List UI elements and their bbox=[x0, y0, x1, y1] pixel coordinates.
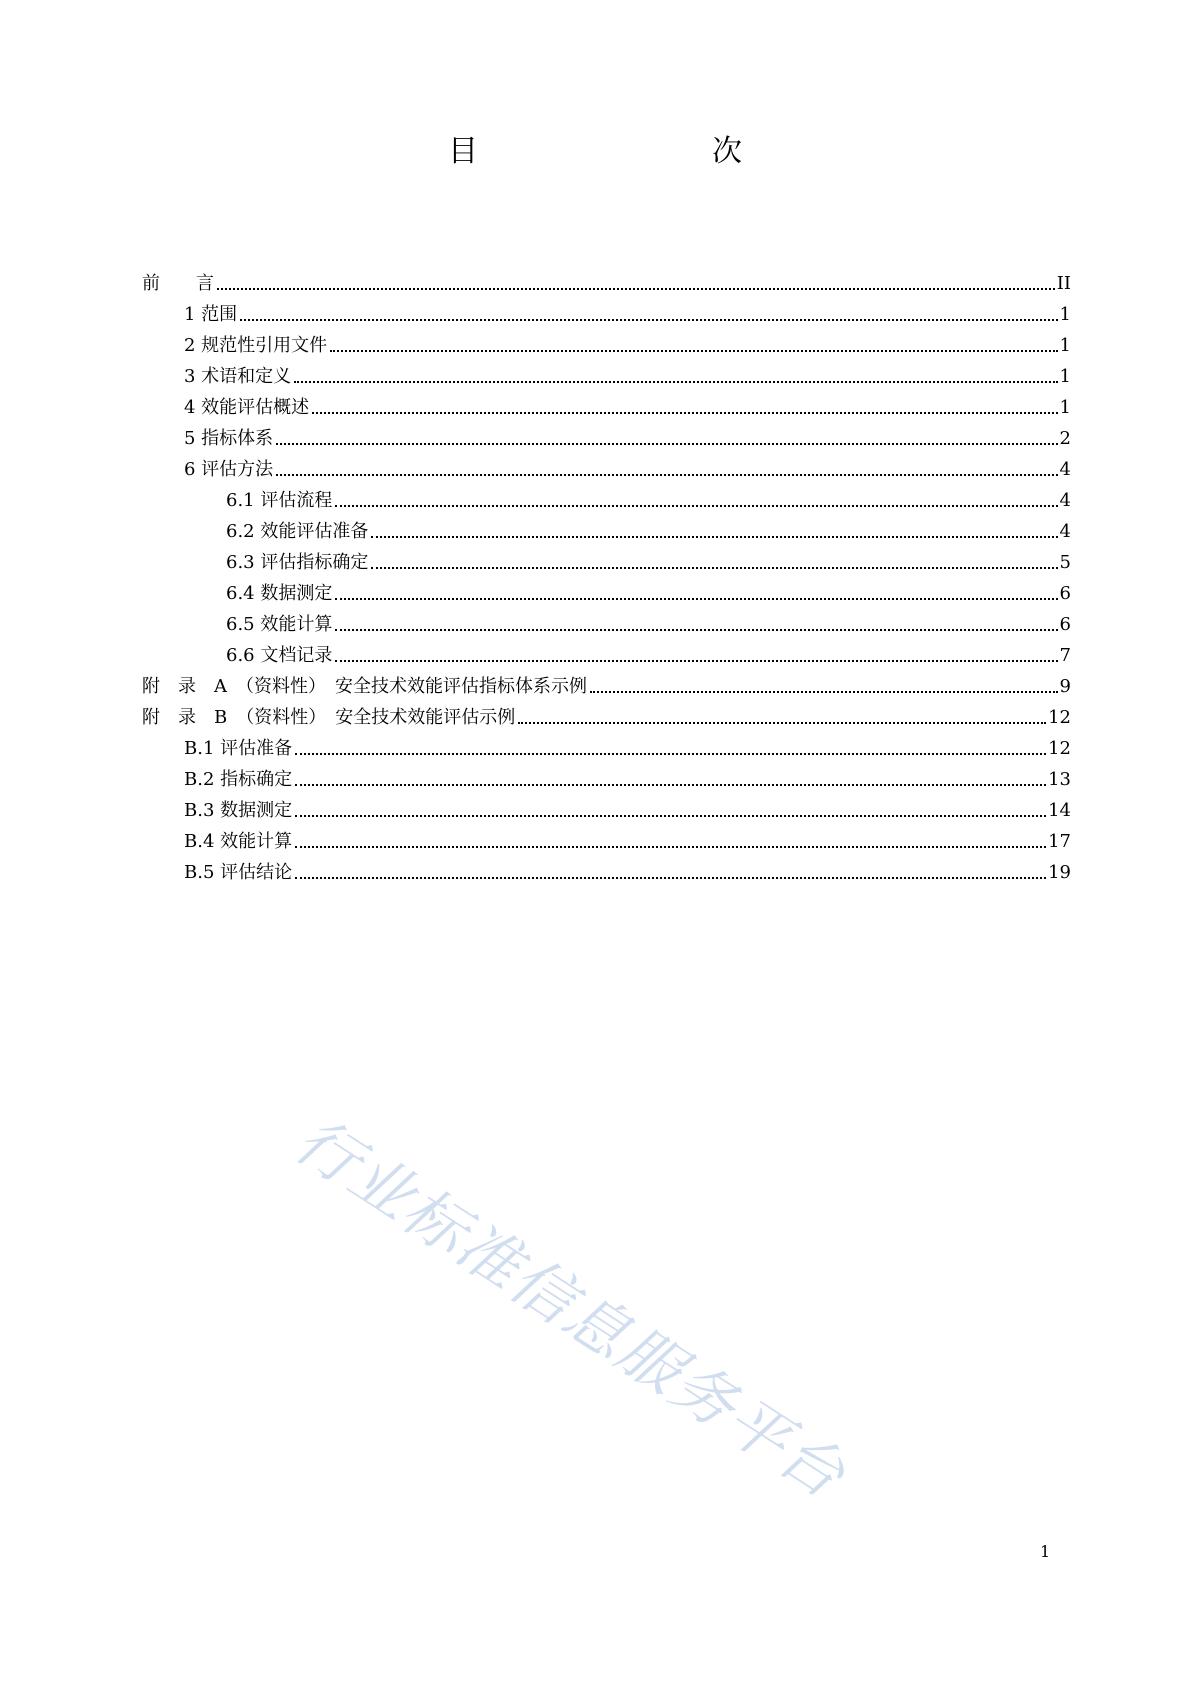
toc-entry-page: 1 bbox=[1059, 304, 1071, 325]
toc-entry-label: 3 术语和定义 bbox=[184, 366, 292, 387]
toc-entry-6-3[interactable] bbox=[226, 551, 1071, 575]
toc-leader-dots bbox=[335, 629, 1057, 631]
toc-entry-label: 前 言 bbox=[142, 273, 214, 294]
toc-leader-dots bbox=[590, 691, 1058, 693]
toc-leader-dots bbox=[295, 753, 1046, 755]
toc-entry-b-3[interactable] bbox=[184, 799, 1071, 823]
toc-entry-label: 6.1 评估流程 bbox=[226, 490, 333, 511]
toc-leader-dots bbox=[312, 412, 1057, 414]
toc-leader-dots bbox=[330, 350, 1057, 352]
toc-leader-dots bbox=[371, 567, 1057, 569]
toc-entry-foreword[interactable] bbox=[142, 272, 1071, 296]
toc-entry-label: 附 录 B （资料性） 安全技术效能评估示例 bbox=[142, 707, 516, 728]
toc-entry-label: 6 评估方法 bbox=[184, 459, 274, 480]
toc-entry-6-5[interactable] bbox=[226, 613, 1071, 637]
toc-entry-label: 6.4 数据测定 bbox=[226, 583, 333, 604]
toc-entry-page: 6 bbox=[1059, 614, 1071, 635]
toc-entry-page: 7 bbox=[1059, 645, 1071, 666]
toc-entry-page: 4 bbox=[1059, 459, 1071, 480]
toc-entry-label: 6.3 评估指标确定 bbox=[226, 552, 369, 573]
toc-entry-page: 5 bbox=[1059, 552, 1071, 573]
toc-leader-dots bbox=[294, 381, 1057, 383]
toc-entry-6-6[interactable] bbox=[226, 644, 1071, 668]
toc-leader-dots bbox=[335, 598, 1057, 600]
toc-leader-dots bbox=[276, 443, 1057, 445]
toc-entry-label: 附 录 A （资料性） 安全技术效能评估指标体系示例 bbox=[142, 676, 587, 697]
toc-entry-page: 1 bbox=[1059, 366, 1071, 387]
toc-leader-dots bbox=[335, 505, 1057, 507]
toc-entry-page: 14 bbox=[1048, 800, 1071, 821]
toc-leader-dots bbox=[295, 877, 1046, 879]
toc-entry-1[interactable] bbox=[184, 303, 1071, 327]
toc-entry-6-1[interactable] bbox=[226, 489, 1071, 513]
toc-entry-2[interactable] bbox=[184, 334, 1071, 358]
toc-entry-page: 19 bbox=[1048, 862, 1071, 883]
toc-entry-b-4[interactable] bbox=[184, 830, 1071, 854]
toc-entry-page: II bbox=[1056, 273, 1071, 294]
toc-entry-label: B.5 评估结论 bbox=[184, 862, 293, 883]
toc-leader-dots bbox=[295, 784, 1046, 786]
toc-entry-page: 1 bbox=[1059, 335, 1071, 356]
toc-entry-b-2[interactable] bbox=[184, 768, 1071, 792]
toc-leader-dots bbox=[276, 474, 1057, 476]
toc-entry-label: 5 指标体系 bbox=[184, 428, 274, 449]
toc-entry-3[interactable] bbox=[184, 365, 1071, 389]
toc-entry-page: 4 bbox=[1059, 521, 1071, 542]
toc-leader-dots bbox=[518, 722, 1046, 724]
toc-entry-b-5[interactable] bbox=[184, 861, 1071, 885]
toc-entry-6-4[interactable] bbox=[226, 582, 1071, 606]
toc-entry-appendix-b[interactable] bbox=[142, 706, 1071, 730]
toc-leader-dots bbox=[217, 288, 1055, 290]
toc-entry-label: 6.2 效能评估准备 bbox=[226, 521, 369, 542]
toc-leader-dots bbox=[295, 815, 1046, 817]
toc-entry-page: 12 bbox=[1048, 738, 1071, 759]
toc-entry-page: 9 bbox=[1059, 676, 1071, 697]
toc-entry-label: 2 规范性引用文件 bbox=[184, 335, 328, 356]
toc-entry-label: B.3 数据测定 bbox=[184, 800, 293, 821]
toc-entry-label: 1 范围 bbox=[184, 304, 238, 325]
toc-entry-appendix-a[interactable] bbox=[142, 675, 1071, 699]
toc-entry-page: 12 bbox=[1048, 707, 1071, 728]
toc-entry-label: 6.6 文档记录 bbox=[226, 645, 333, 666]
toc-entry-label: B.1 评估准备 bbox=[184, 738, 293, 759]
page-number: 1 bbox=[1040, 1542, 1051, 1561]
toc-entry-label: B.2 指标确定 bbox=[184, 769, 293, 790]
watermark-text: 行业标准信息服务平台 bbox=[282, 1103, 859, 1513]
toc-leader-dots bbox=[240, 319, 1057, 321]
toc-entry-page: 1 bbox=[1059, 397, 1071, 418]
toc-entry-4[interactable] bbox=[184, 396, 1071, 420]
toc-entry-page: 2 bbox=[1059, 428, 1071, 449]
toc-entry-page: 6 bbox=[1059, 583, 1071, 604]
toc-entry-b-1[interactable] bbox=[184, 737, 1071, 761]
toc-entry-6-2[interactable] bbox=[226, 520, 1071, 544]
toc-leader-dots bbox=[335, 660, 1057, 662]
toc-leader-dots bbox=[295, 846, 1046, 848]
toc-entry-5[interactable] bbox=[184, 427, 1071, 451]
toc-entry-page: 17 bbox=[1048, 831, 1071, 852]
toc-leader-dots bbox=[371, 536, 1057, 538]
page-title: 目 次 bbox=[448, 134, 800, 169]
toc-entry-6[interactable] bbox=[184, 458, 1071, 482]
toc-entry-label: B.4 效能计算 bbox=[184, 831, 293, 852]
toc-entry-page: 4 bbox=[1059, 490, 1071, 511]
toc-entry-label: 4 效能评估概述 bbox=[184, 397, 310, 418]
toc-entry-page: 13 bbox=[1048, 769, 1071, 790]
toc-entry-label: 6.5 效能计算 bbox=[226, 614, 333, 635]
